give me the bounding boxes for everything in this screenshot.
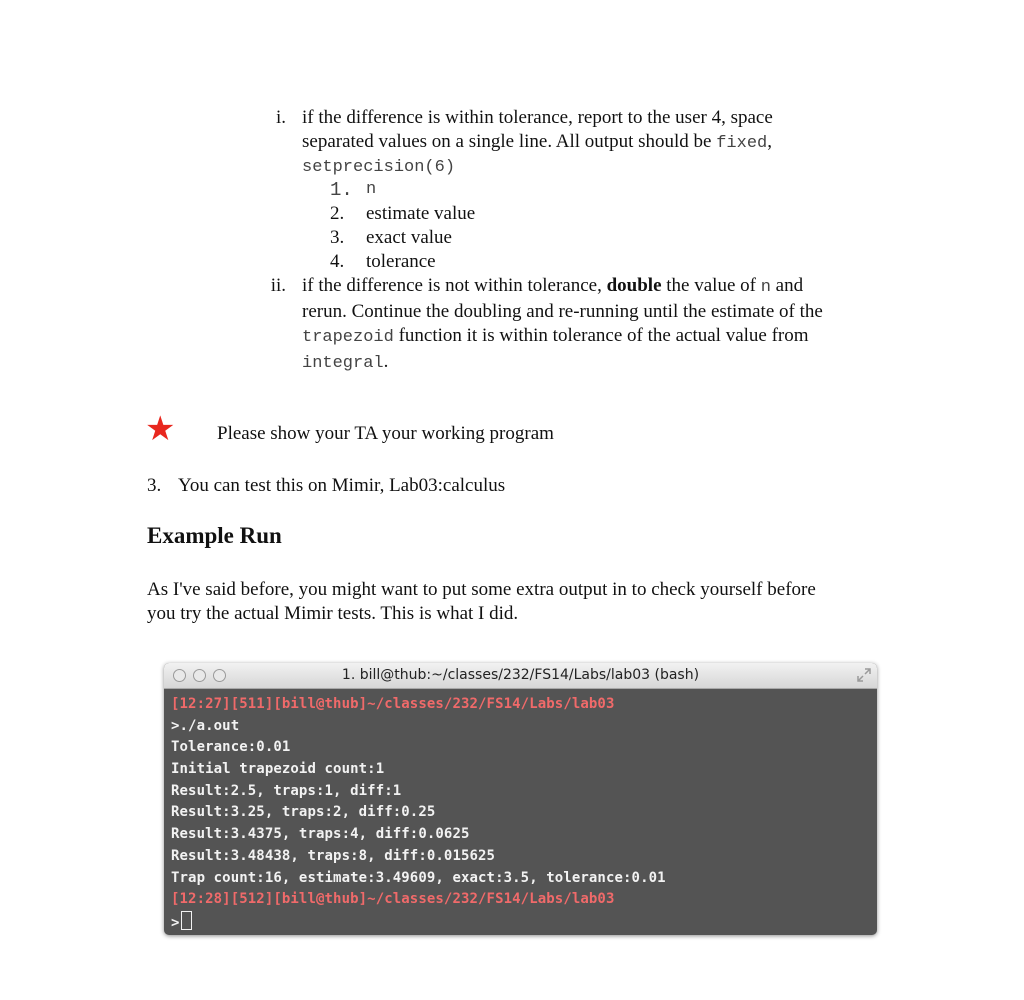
code-n: n <box>760 278 771 297</box>
sub-item-i-line3 <box>302 154 455 180</box>
code-integral: integral <box>302 354 384 373</box>
section-heading: Example Run <box>147 523 282 548</box>
sub-item-ii-line3 <box>302 324 809 350</box>
terminal-line: Trap count:16, estimate:3.49609, exact:3.5, tolerance:0.01 <box>171 869 666 886</box>
text-run: function it is within tolerance of the actual value from <box>393 325 809 346</box>
terminal-prompt: [12:27][511][bill@thub]~/classes/232/FS14/Labs/lab03 <box>171 696 615 712</box>
terminal-line: Result:3.25, traps:2, diff:0.25 <box>171 804 436 821</box>
terminal-title: 1. bill@thub:~/classes/232/FS14/Labs/lab03 (bash) <box>341 667 700 683</box>
terminal-line: Tolerance:0.01 <box>171 739 291 756</box>
terminal-line: Result:2.5, traps:1, diff:1 <box>171 782 402 799</box>
sub-item-i-line2 <box>302 130 772 156</box>
star-icon: ★ <box>145 409 176 449</box>
bold-double: double <box>606 275 662 296</box>
terminal-input-line[interactable] <box>171 911 873 933</box>
terminal-line: Initial trapezoid count:1 <box>171 761 385 778</box>
text-run: the value of <box>661 275 761 296</box>
paragraph-line2: you try the actual Mimir tests. This is what I did. <box>147 603 519 624</box>
terminal-window <box>164 663 877 935</box>
text-run: if the difference is not within tolerance, <box>302 275 607 296</box>
list-item-number: 2. <box>330 203 345 224</box>
fullscreen-icon[interactable] <box>857 668 871 682</box>
list-item-number: 3. <box>330 227 345 248</box>
cursor-icon <box>181 911 192 930</box>
code-trapezoid: trapezoid <box>302 328 394 347</box>
list-item-text: tolerance <box>366 251 436 272</box>
ta-note: Please show your TA your working program <box>217 423 554 444</box>
text-run: . <box>383 351 389 372</box>
step-3-text: You can test this on Mimir, Lab03:calculus <box>178 475 506 496</box>
sub-item-i-line1: if the difference is within tolerance, report to the user 4, space <box>302 107 773 128</box>
list-item-text: estimate value <box>366 203 476 224</box>
list-item-text: n <box>366 180 377 199</box>
paragraph-line1: As I've said before, you might want to put some extra output in to check yourself before <box>147 579 816 600</box>
terminal-line: >./a.out <box>171 717 240 734</box>
terminal-output[interactable] <box>171 694 873 933</box>
terminal-titlebar <box>164 663 877 689</box>
terminal-line: Result:3.48438, traps:8, diff:0.015625 <box>171 847 496 864</box>
sub-item-ii-line1 <box>302 274 803 300</box>
prompt-symbol: > <box>171 914 180 931</box>
sub-item-ii-marker: ii. <box>270 275 286 296</box>
code-setprecision: setprecision(6) <box>302 158 456 177</box>
sub-item-i-marker: i. <box>275 107 286 128</box>
sub-item-ii-line2: rerun. Continue the doubling and re-running until the estimate of the <box>302 301 823 322</box>
text-run: , <box>767 131 772 152</box>
list-item-text: exact value <box>366 227 452 248</box>
list-item-number: 1. <box>330 179 353 201</box>
text-run: and <box>770 275 804 296</box>
list-item-number: 4. <box>330 251 345 272</box>
terminal-line: Result:3.4375, traps:4, diff:0.0625 <box>171 826 470 843</box>
step-3-number: 3. <box>147 475 162 496</box>
text-run: separated values on a single line. All output should be <box>302 131 717 152</box>
sub-item-ii-line4 <box>302 350 388 376</box>
code-fixed: fixed <box>716 134 768 153</box>
terminal-prompt: [12:28][512][bill@thub]~/classes/232/FS14/Labs/lab03 <box>171 891 615 908</box>
